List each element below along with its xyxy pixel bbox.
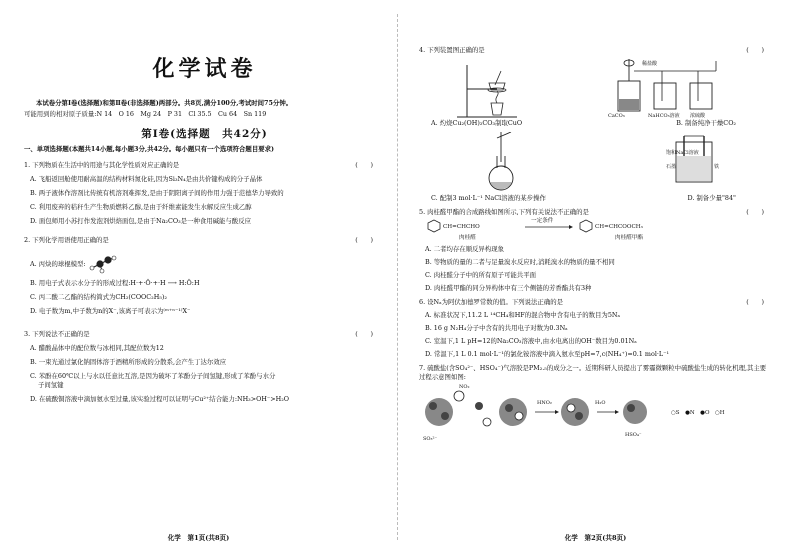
question-4 [419, 46, 776, 203]
option-a: A. 醋酸晶体中的配位数与冰相同,其配位数为12 [30, 343, 164, 352]
figure-labels-2 [419, 194, 776, 203]
label-hno2: HNO₂ [537, 400, 552, 406]
option-c-continued: 子间氢键 [38, 380, 64, 389]
label-h2so4: 浓硫酸 [690, 113, 706, 119]
page-footer: 化学 第2页(共8页) [564, 534, 627, 542]
synthesis-scheme [419, 217, 776, 245]
diagram-legend: ○S ●N ●O ○H [671, 410, 725, 416]
label-graphite: 石墨 [666, 164, 677, 170]
option-a: A. 灼烧Cu₂(OH)₂CO₃制取CuO [431, 119, 523, 127]
option-a-text: A. 丙炔的球棍模型: [30, 259, 86, 268]
option-d: D. 制备少量"84" [687, 194, 736, 202]
figure-row-2 [419, 132, 776, 194]
label-h2o: H₂O [595, 400, 606, 406]
benzene-ring-icon [427, 219, 441, 233]
option-c: C. 配制3 mol·L⁻¹ NaCl溶液的某步操作 [431, 194, 546, 202]
option-d: D. 在硫酸铜溶液中滴加氨水至过量,该实验过程可以证明与Cu²⁺结合能力:NH₃>OH⁻>H₂O [30, 394, 290, 403]
label-nacl: 饱和NaCl溶液 [666, 150, 699, 156]
label-caco3: CaCO₃ [608, 113, 625, 119]
question-1 [24, 161, 385, 226]
label-so3: SO₃²⁻ [423, 436, 438, 442]
label-iron: 铁 [714, 164, 720, 170]
label-nahco3: NaHCO₃溶液 [648, 113, 680, 119]
question-stem: 7. 硫酸盐(含SO₄²⁻、HSO₄⁻)气溶胶是PM₂.₅的成分之一。近期科研人员提出了雾霾微颗粒中硫酸盐生成的转化机理,其主要过程示意图如图: [419, 364, 767, 381]
section-title: 第Ⅰ卷(选择题 共42分) [141, 127, 268, 140]
product-name: 肉桂醛甲酯 [615, 235, 643, 241]
gas-generation-apparatus-icon [606, 57, 746, 119]
question-stem: 4. 下列装置图正确的是 [419, 46, 485, 54]
reaction-arrow-icon [525, 224, 573, 230]
reactant-name: 肉桂醛 [459, 235, 476, 241]
question-6 [419, 298, 776, 359]
crucible-heating-apparatus-icon [427, 57, 567, 119]
option-b: B. 两子液体作溶剂比传统有机溶剂难挥发,是由于阴阳离子间的作用力强于范德华力导致的 [30, 188, 284, 197]
option-b: B. 等物质的量的二者与足量溴水反应时,消耗溴水的物质的量不相同 [425, 258, 615, 266]
answer-paren: ( ) [746, 46, 764, 54]
question-stem: 3. 下列说法不正确的是 [24, 329, 90, 338]
option-d: D. 电子数为m,中子数为n的X⁻,该离子可表示为⁽ᵐ⁺ⁿ⁻¹⁾X⁻ [30, 306, 191, 315]
option-c: C. 丙二酸二乙酯的结构简式为CH₂(COOC₂H₅)₂ [30, 292, 167, 301]
reactant-formula: CH=CHCHO [443, 224, 480, 230]
label-hso4: HSO₄⁻ [625, 432, 642, 438]
product-formula: CH=CHCOOCH₃ [595, 224, 643, 230]
figure-labels-1 [419, 119, 776, 128]
question-7 [419, 364, 776, 445]
option-c: C. 利用废弃的秸秆生产生物质燃料乙醇,是由于纤维素能发生水解反应生成乙醇 [30, 202, 252, 211]
page-footer: 化学 第1页(共8页) [167, 534, 230, 542]
answer-paren: ( ) [355, 160, 373, 169]
option-d: D. 常温下,1 L 0.1 mol·L⁻¹的氯化铵溶液中滴入氨水至pH=7,c(NH₄⁺)=0.1 mol·L⁻¹ [425, 350, 670, 358]
answer-paren: ( ) [355, 329, 373, 338]
question-2 [24, 236, 385, 316]
answer-paren: ( ) [355, 235, 373, 244]
label-no2: NO₂ [459, 384, 470, 390]
option-d: D. 肉桂醛甲酯的同分异构体中有三个侧链的芳香酯共有3种 [425, 284, 592, 292]
question-stem: 2. 下列化学用语使用正确的是 [24, 235, 109, 244]
option-b: B. 用电子式表示水分子的形成过程:H·+·Ö·+·H ⟶ H:Ö:H [30, 278, 200, 287]
reaction-condition: 一定条件 [531, 218, 554, 224]
page-right [397, 0, 794, 554]
option-a: A. 二者均存在顺反异构现象 [425, 245, 504, 253]
option-c: C. 苯酚在60℃以上与水以任意比互溶,是因为破坏了苯酚分子间氢键,形成了苯酚与水分 [30, 371, 276, 380]
option-b: B. 16 g N₂H₄分子中含有的共用电子对数为0.3Nₐ [425, 324, 568, 332]
figure-row-1 [419, 57, 776, 119]
question-3 [24, 330, 385, 404]
section-description: 一、单项选择题(本题共14小题,每小题3分,共42分。每小题只有一个选项符合题目要求) [24, 144, 275, 153]
option-b: B. 制备纯净干燥CO₂ [676, 119, 736, 127]
answer-paren: ( ) [746, 208, 764, 216]
option-c: C. 肉桂醛分子中的所有原子可能共平面 [425, 271, 536, 279]
option-a: A. 飞船返回舱使用耐高温的结构材料氮化硅,因为Si₃N₄是由共价键构成的分子晶体 [30, 174, 263, 183]
option-a: A. 标准状况下,11.2 L ¹⁴CH₄和HF的混合物中含有电子的数目为5Nₐ [425, 311, 620, 319]
question-5 [419, 208, 776, 293]
page-title: 化学试卷 [152, 56, 257, 82]
electrolysis-apparatus-icon [606, 132, 746, 194]
exam-intro: 本试卷分第Ⅰ卷(选择题)和第Ⅱ卷(非选择题)两部分。共8页,满分100分,考试时间75分钟。 [36, 99, 293, 107]
question-stem: 6. 设Nₐ为阿伏加德罗常数的值。下列说法正确的是 [419, 298, 563, 306]
option-a [24, 254, 385, 274]
question-stem: 5. 肉桂醛甲酯的合成路线如图所示,下列有关说法不正确的是 [419, 208, 589, 216]
benzene-ring-icon [579, 219, 593, 233]
sulfate-mechanism-diagram [419, 382, 759, 442]
volumetric-flask-icon [427, 132, 567, 194]
option-c: C. 室温下,1 L pH=12的Na₂CO₃溶液中,由水电离出的OH⁻数目为0.01Nₐ [425, 337, 637, 345]
atomic-masses: 可能用到的相对原子质量:N 14 O 16 Mg 24 P 31 Cl 35.5 Cu 64 Sn 119 [24, 109, 267, 118]
option-b: B. 一束光通过氯化钠固体溶于酒精所形成的分散系,会产生丁达尔效应 [30, 357, 227, 366]
label-dilute-hcl: 稀盐酸 [642, 61, 658, 67]
option-d: D. 面包师用小苏打作发泡剂烘焙面包,是由于Na₂CO₃是一种食用碱能与酸反应 [30, 216, 251, 225]
ball-stick-model-icon [88, 254, 118, 274]
answer-paren: ( ) [746, 298, 764, 306]
question-stem: 1. 下列物质在生活中的用途与其化学性质对应正确的是 [24, 160, 180, 169]
